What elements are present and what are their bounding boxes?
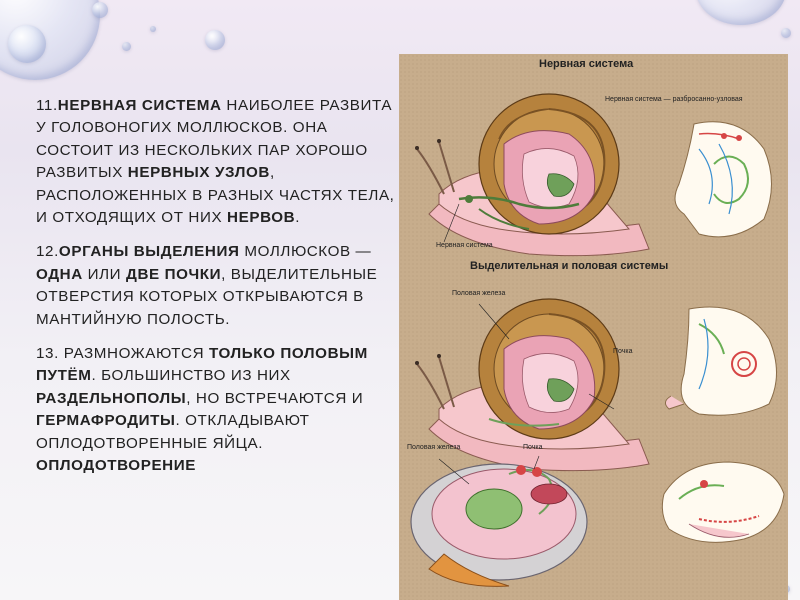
bold-term: ГЕРМАФРОДИТЫ [36, 412, 176, 430]
mollusk-anatomy-illustration [399, 54, 788, 600]
decorative-bubble [781, 28, 791, 38]
schematic-excretory-small [665, 307, 776, 415]
anatomy-drawing [399, 54, 788, 600]
paragraph-excretory-organs [36, 241, 396, 331]
text-content [36, 95, 396, 490]
bold-term: ДВЕ ПОЧКИ [126, 265, 222, 283]
bold-term: РАЗДЕЛЬНОПОЛЫ [36, 389, 187, 407]
bold-term: НЕРВОВ [227, 209, 296, 227]
text-segment: 11. [36, 97, 58, 114]
gonad-label-1: Половая железа [452, 290, 506, 297]
text-segment: МОЛЛЮСКОВ — [239, 243, 372, 261]
decorative-bubble [205, 30, 225, 50]
text-segment: 13. РАЗМНОЖАЮТСЯ [36, 345, 209, 363]
kidney-label-1: Почка [613, 348, 633, 355]
text-segment: 12. [36, 243, 59, 261]
text-segment: , РАСПОЛОЖЕННЫХ В РАЗНЫХ ЧАСТЯХ ТЕЛА, И ОТХОДЯЩИХ ОТ НИХ [36, 164, 395, 227]
snail-nervous-diagram [415, 94, 649, 256]
decorative-bubble [150, 26, 156, 32]
bold-term: НЕРВНАЯ СИСТЕМА [57, 97, 222, 114]
excretory-system-heading: Выделительная и половая системы [470, 260, 669, 272]
kidney-label-2: Почка [523, 444, 543, 451]
bold-term: ОПЛОДОТВОРЕНИЕ [36, 457, 196, 475]
decorative-bubble [696, 0, 786, 25]
paragraph-nervous-system [36, 95, 396, 229]
nervous-system-small-label: Нервная система [436, 242, 493, 249]
nervous-system-heading: Нервная система [539, 58, 634, 70]
gonad-label-2: Половая железа [407, 444, 461, 451]
text-segment: . ОТКЛАДЫВАЮТ ОПЛОДОТВОРЕННЫЕ ЯЙЦА. [36, 412, 310, 452]
scattered-nervous-label: Нервная система — разбросанно-узловая [605, 96, 743, 103]
text-segment: , ВЫДЕЛИТЕЛЬНЫЕ ОТВЕРСТИЯ КОТОРЫХ ОТКРЫВАЮТСЯ В МАНТИЙНУЮ ПОЛОСТЬ. [36, 265, 378, 328]
bivalve-diagram [411, 456, 587, 586]
bold-term: ОРГАНЫ ВЫДЕЛЕНИЯ [58, 243, 240, 261]
paragraph-reproduction [36, 343, 396, 477]
schematic-nervous-small [675, 122, 772, 237]
text-segment: . [295, 209, 301, 227]
text-segment: , НО ВСТРЕЧАЮТСЯ И [186, 389, 364, 407]
text-segment: . БОЛЬШИНСТВО ИЗ НИХ [91, 367, 291, 385]
schematic-bivalve-small [662, 462, 784, 542]
bold-term: НЕРВНЫХ УЗЛОВ [127, 164, 270, 182]
decorative-bubble [8, 25, 46, 63]
text-segment: ИЛИ [82, 265, 127, 283]
decorative-bubble [92, 2, 108, 18]
bold-term: ОДНА [36, 265, 83, 283]
bold-term: ТОЛЬКО ПОЛОВЫМ ПУТЁМ [36, 345, 368, 385]
decorative-bubble [122, 42, 131, 51]
text-segment: НАИБОЛЕЕ РАЗВИТА У ГОЛОВОНОГИХ МОЛЛЮСКОВ. ОНА СОСТОИТ ИЗ НЕСКОЛЬКИХ ПАР ХОРОШО РАЗВИТЫХ [36, 97, 393, 182]
